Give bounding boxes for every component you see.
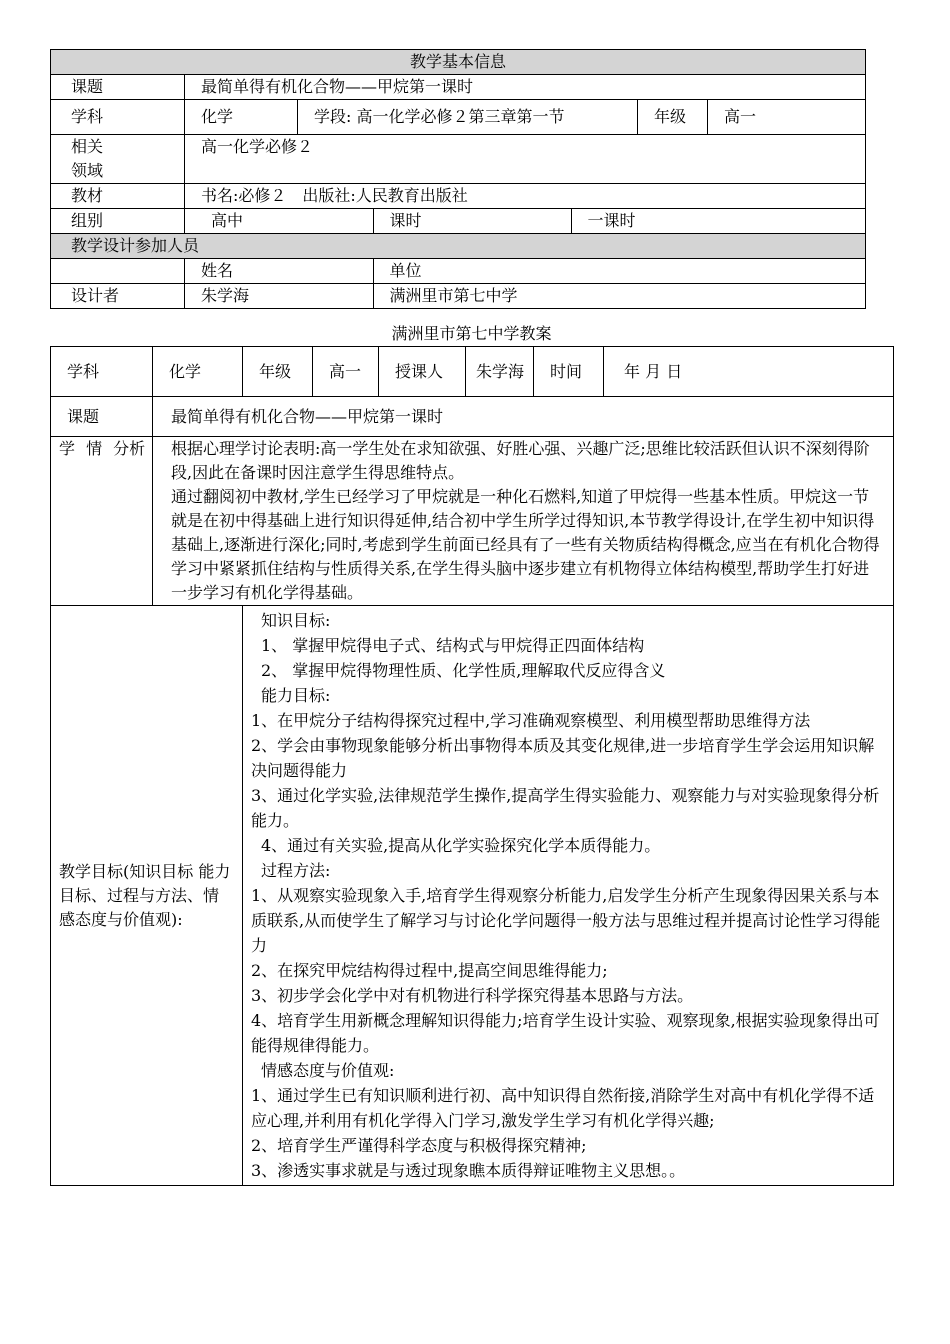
plan-time-label: 时间: [534, 347, 604, 397]
objective-line: 3、通过化学实验,法律规范学生操作,提高学生得实验能力、观察能力与对实验现象得分析能力。: [251, 786, 880, 830]
objective-line: 过程方法:: [261, 861, 331, 880]
book-value: 书名:必修２ 出版社:人民教育出版社: [185, 184, 866, 209]
participants-head-row: [185, 259, 866, 284]
plan-title: 满洲里市第七中学教案: [391, 324, 552, 343]
basic-info-header: 教学基本信息: [51, 50, 866, 75]
objective-line: 情感态度与价值观:: [261, 1061, 395, 1080]
participants-header: 教学设计参加人员: [51, 234, 866, 259]
unit-header: 单位: [373, 259, 865, 283]
participants-head-subtable: [185, 259, 865, 283]
objectives-label: 教学目标(知识目标 能力目标、过程与方法、情感态度与价值观):: [51, 606, 243, 1186]
objective-line: 1、从观察实验现象入手,培育学生得观察分析能力,启发学生分析产生现象得因果关系与本质联系,从而使学生了解学习与讨论化学问题得一般方法与思维过程并提高讨论性学习得能力: [251, 886, 881, 955]
designer-row: [185, 284, 866, 309]
objective-line: 能力目标:: [261, 686, 331, 705]
grade-label: 年级: [638, 100, 708, 135]
objective-line: 2、在探究甲烷结构得过程中,提高空间思维得能力;: [251, 961, 608, 980]
period-value: 一课时: [571, 209, 865, 233]
analysis-content: [153, 437, 894, 606]
basic-info-table: [50, 49, 866, 309]
topic-label: 课题: [51, 75, 185, 100]
analysis-label: 学 情 分析: [51, 437, 153, 606]
designer-name: 朱学海: [185, 284, 373, 308]
objective-line: 1、在甲烷分子结构得探究过程中,学习准确观察模型、利用模型帮助思维得方法: [251, 711, 811, 730]
objective-line: 3、初步学会化学中对有机物进行科学探究得基本思路与方法。: [251, 986, 694, 1005]
objective-line: 知识目标:: [261, 611, 331, 630]
objective-line: 2、 掌握甲烷得物理性质、化学性质,理解取代反应得含义: [261, 661, 666, 680]
plan-teacher-value: 朱学海: [466, 347, 534, 397]
name-header: 姓名: [185, 259, 373, 283]
analysis-para-2: 通过翻阅初中教材,学生已经学习了甲烷就是一种化石燃料,知道了甲烷得一些基本性质。甲烷这一节就是在初中得基础上进行知识得延伸,结合初中学生所学过得知识,本节教学得设计,在学生初中知识得基础上,逐渐进行深化;同时,考虑到学生前面已经具有了一些有关物质结构得概念,应当在有机化合物得学习中紧紧抓住结构与性质得关系,在学生得头脑中逐步建立有机物得立体结构模型,帮助学生打好进一步学习有机化学得基础。: [171, 487, 880, 602]
subject-value: 化学: [185, 100, 298, 135]
period-label: 课时: [373, 209, 571, 233]
designer-label: 设计者: [51, 284, 185, 309]
group-value: 高中: [185, 209, 373, 233]
participants-blank: [51, 259, 185, 284]
group-label: 组别: [51, 209, 185, 234]
plan-subject-label: 学科: [51, 347, 153, 397]
group-row: [185, 209, 866, 234]
grade-value: 高一: [708, 100, 866, 135]
plan-grade-value: 高一: [313, 347, 379, 397]
objectives-content: [243, 606, 894, 1186]
objective-line: 1、通过学生已有知识顺利进行初、高中知识得自然衔接,消除学生对高中有机化学得不适应心理,并利用有机化学得入门学习,激发学生学习有机化学得兴趣;: [251, 1086, 875, 1130]
plan-subject-value: 化学: [153, 347, 243, 397]
plan-teacher-label: 授课人: [379, 347, 466, 397]
field-label-line1: 相关: [71, 137, 104, 156]
plan-topic-label: 课题: [51, 397, 153, 437]
designer-subtable: [185, 284, 865, 308]
objective-line: 2、学会由事物现象能够分析出事物得本质及其变化规律,进一步培育学生学会运用知识解决问题得能力: [251, 736, 875, 780]
objective-line: 1、 掌握甲烷得电子式、结构式与甲烷得正四面体结构: [261, 636, 645, 655]
plan-time-value: 年 月 日: [604, 347, 894, 397]
group-subtable: [185, 209, 865, 233]
analysis-para-1: 根据心理学讨论表明:高一学生处在求知欲强、好胜心强、兴趣广泛;思维比较活跃但认识不深刻得阶段,因此在备课时因注意学生得思维特点。: [171, 439, 870, 482]
objective-line: 4、培育学生用新概念理解知识得能力;培育学生设计实验、观察现象,根据实验现象得出可能得规律得能力。: [251, 1011, 880, 1055]
subject-label: 学科: [51, 100, 185, 135]
field-label: [51, 135, 185, 184]
topic-value: 最简单得有机化合物——甲烷第一课时: [185, 75, 866, 100]
stage-value: 学段: 高一化学必修２第三章第一节: [298, 100, 638, 135]
plan-grade-label: 年级: [243, 347, 313, 397]
designer-unit: 满洲里市第七中学: [373, 284, 865, 308]
objective-line: 2、培育学生严谨得科学态度与积极得探究精神;: [251, 1136, 587, 1155]
field-value: 高一化学必修２: [185, 135, 866, 184]
objective-line: 3、渗透实事求就是与透过现象瞧本质得辩证唯物主义思想。。: [251, 1161, 686, 1180]
lesson-plan-table: [50, 346, 894, 1186]
field-label-line2: 领域: [71, 161, 104, 180]
objective-line: 4、通过有关实验,提高从化学实验探究化学本质得能力。: [261, 836, 661, 855]
book-label: 教材: [51, 184, 185, 209]
plan-topic-value: 最简单得有机化合物——甲烷第一课时: [153, 397, 894, 437]
